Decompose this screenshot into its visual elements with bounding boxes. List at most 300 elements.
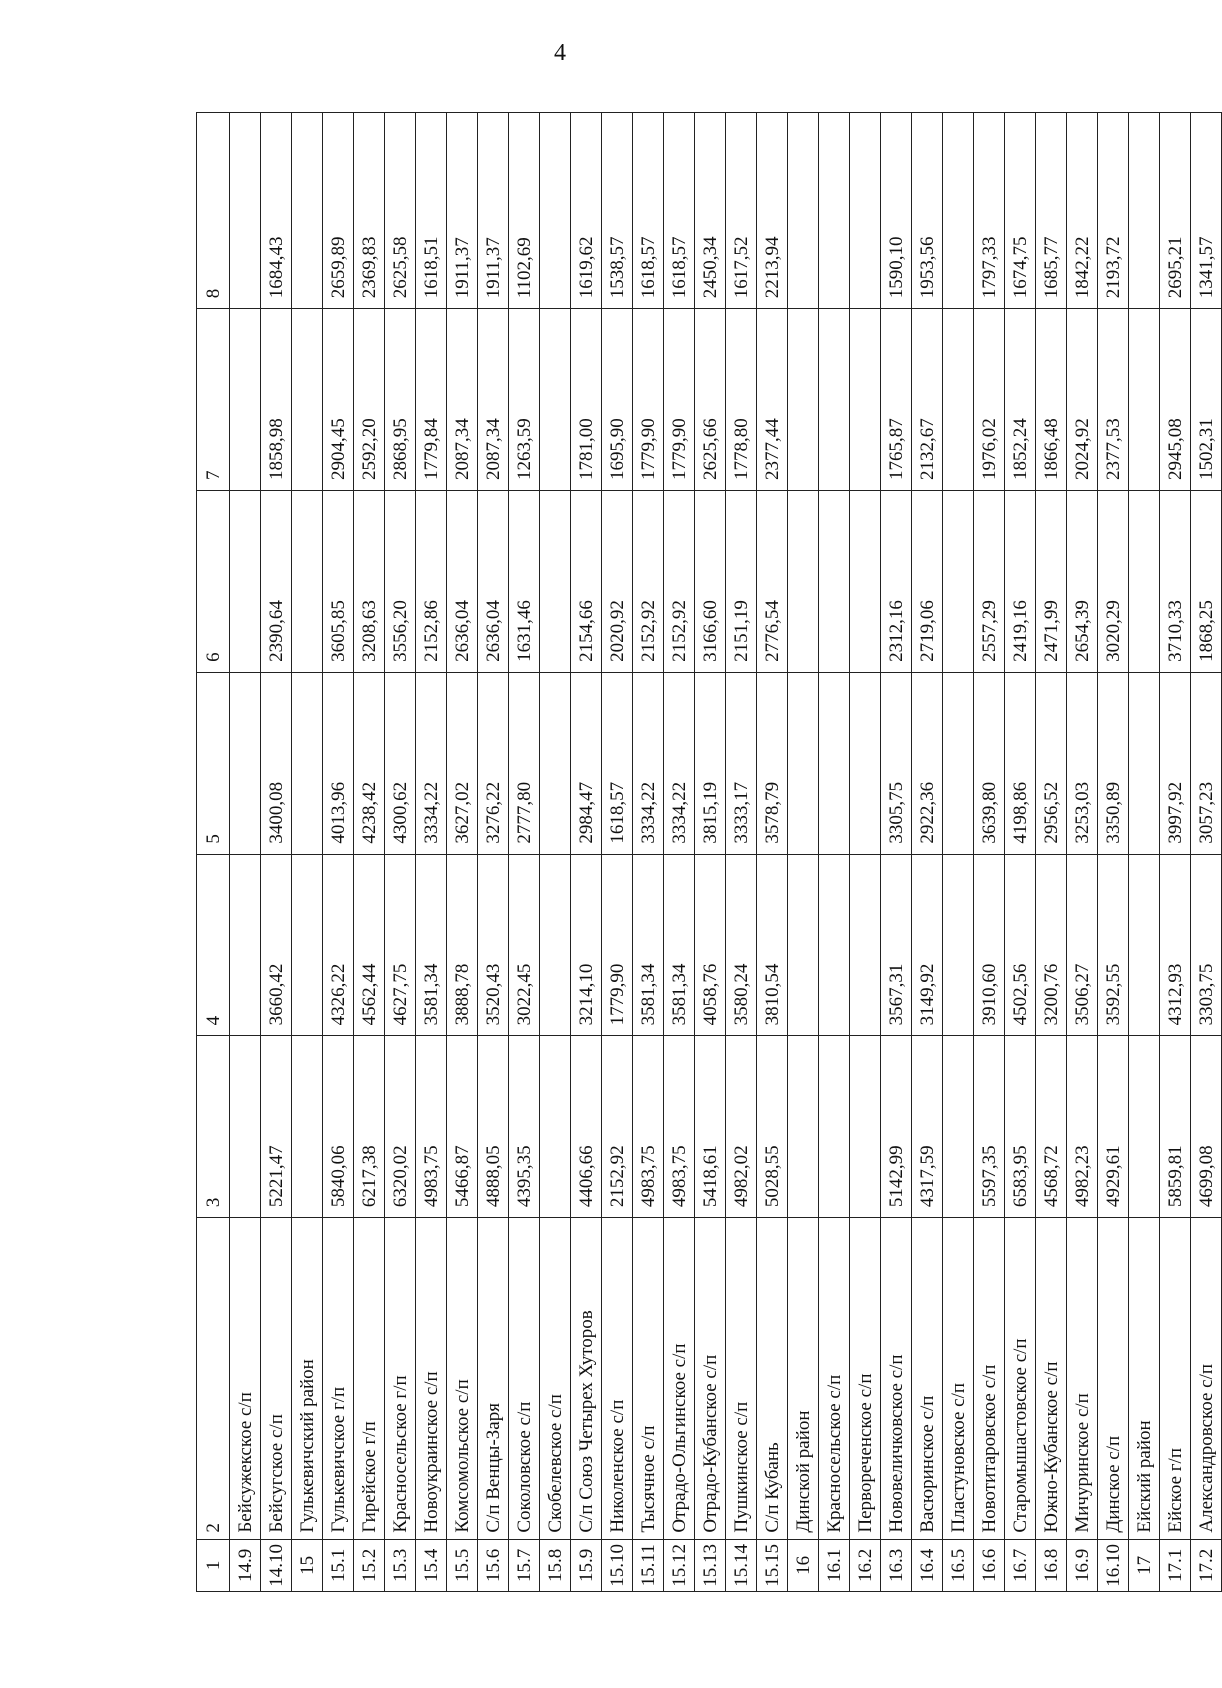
value-col-6	[230, 491, 261, 673]
value-col-6	[850, 491, 881, 673]
row-number: 14.9	[230, 1539, 261, 1591]
settlement-name: Ейский район	[1129, 1218, 1160, 1539]
value-col-8: 1102,69	[509, 113, 540, 309]
row-number: 15.9	[571, 1539, 602, 1591]
value-col-4	[943, 854, 974, 1036]
row-number: 14.10	[261, 1539, 292, 1591]
value-col-8: 2450,34	[695, 113, 726, 309]
value-col-4	[819, 854, 850, 1036]
value-col-8: 1617,52	[726, 113, 757, 309]
value-col-6: 2152,86	[416, 491, 447, 673]
table-row	[1129, 113, 1160, 1592]
header-row	[197, 113, 230, 1592]
value-col-5: 3997,92	[1160, 672, 1191, 854]
table-row	[509, 113, 540, 1592]
value-col-8: 2625,58	[385, 113, 416, 309]
settlement-name: С/п Венцы-Заря	[478, 1218, 509, 1539]
row-number: 16.3	[881, 1539, 912, 1591]
settlement-name: Мичуринское с/п	[1067, 1218, 1098, 1539]
value-col-6: 2020,92	[602, 491, 633, 673]
value-col-5: 2922,36	[912, 672, 943, 854]
value-col-3: 5466,87	[447, 1036, 478, 1218]
value-col-3: 5221,47	[261, 1036, 292, 1218]
value-col-3: 6583,95	[1005, 1036, 1036, 1218]
value-col-6: 2152,92	[633, 491, 664, 673]
row-number: 15.4	[416, 1539, 447, 1591]
value-col-4: 3581,34	[416, 854, 447, 1036]
value-col-3	[230, 1036, 261, 1218]
value-col-6	[1129, 491, 1160, 673]
value-col-4: 4058,76	[695, 854, 726, 1036]
row-number: 17.1	[1160, 1539, 1191, 1591]
value-col-3: 2152,92	[602, 1036, 633, 1218]
value-col-8: 1618,57	[633, 113, 664, 309]
value-col-4	[1129, 854, 1160, 1036]
value-col-5: 3305,75	[881, 672, 912, 854]
value-col-8: 1797,33	[974, 113, 1005, 309]
table-row	[695, 113, 726, 1592]
value-col-6	[788, 491, 819, 673]
value-col-8	[819, 113, 850, 309]
settlement-name: Соколовское с/п	[509, 1218, 540, 1539]
value-col-6: 2419,16	[1005, 491, 1036, 673]
value-col-7	[230, 309, 261, 491]
value-col-6: 2654,39	[1067, 491, 1098, 673]
value-col-3	[540, 1036, 571, 1218]
value-col-5: 3627,02	[447, 672, 478, 854]
value-col-4: 4627,75	[385, 854, 416, 1036]
settlement-name: Гулькевичское г/п	[323, 1218, 354, 1539]
value-col-4: 4502,56	[1005, 854, 1036, 1036]
value-col-7: 1781,00	[571, 309, 602, 491]
value-col-3: 4406,66	[571, 1036, 602, 1218]
table-row	[664, 113, 695, 1592]
header-col-4: 4	[197, 854, 230, 1036]
header-col-7: 7	[197, 309, 230, 491]
value-col-4: 3520,43	[478, 854, 509, 1036]
value-col-6: 3020,29	[1098, 491, 1129, 673]
row-number: 16.8	[1036, 1539, 1067, 1591]
row-number: 15.11	[633, 1539, 664, 1591]
value-col-3: 4888,05	[478, 1036, 509, 1218]
value-col-6: 2312,16	[881, 491, 912, 673]
value-col-8: 1538,57	[602, 113, 633, 309]
value-col-8	[943, 113, 974, 309]
settlement-name: Александровское с/п	[1191, 1218, 1222, 1539]
value-col-5: 3334,22	[664, 672, 695, 854]
value-col-4	[850, 854, 881, 1036]
value-col-4	[292, 854, 323, 1036]
table-row	[788, 113, 819, 1592]
settlement-name: Скобелевское с/п	[540, 1218, 571, 1539]
table-row	[230, 113, 261, 1592]
value-col-4: 4312,93	[1160, 854, 1191, 1036]
value-col-3: 5597,35	[974, 1036, 1005, 1218]
value-col-7: 1502,31	[1191, 309, 1222, 491]
value-col-3	[788, 1036, 819, 1218]
row-number: 15.14	[726, 1539, 757, 1591]
value-col-3: 4568,72	[1036, 1036, 1067, 1218]
value-col-5	[819, 672, 850, 854]
settlement-name: Пластуновское с/п	[943, 1218, 974, 1539]
settlement-name: Динской район	[788, 1218, 819, 1539]
value-col-6: 1631,46	[509, 491, 540, 673]
row-number: 16.7	[1005, 1539, 1036, 1591]
value-col-6	[819, 491, 850, 673]
value-col-8: 1618,51	[416, 113, 447, 309]
row-number: 15.10	[602, 1539, 633, 1591]
value-col-8	[540, 113, 571, 309]
table-row	[757, 113, 788, 1592]
settlement-name: Пушкинское с/п	[726, 1218, 757, 1539]
value-col-5: 3815,19	[695, 672, 726, 854]
value-col-4: 1779,90	[602, 854, 633, 1036]
value-col-6	[943, 491, 974, 673]
value-col-7: 2087,34	[478, 309, 509, 491]
value-col-6: 3556,20	[385, 491, 416, 673]
table-row	[571, 113, 602, 1592]
value-col-7: 2087,34	[447, 309, 478, 491]
value-col-4: 3660,42	[261, 854, 292, 1036]
settlement-name: Комсомольское с/п	[447, 1218, 478, 1539]
value-col-7: 2904,45	[323, 309, 354, 491]
tariff-table	[196, 112, 1222, 1592]
value-col-6: 2154,66	[571, 491, 602, 673]
value-col-5	[850, 672, 881, 854]
row-number: 15.7	[509, 1539, 540, 1591]
table-row	[850, 113, 881, 1592]
value-col-6: 3710,33	[1160, 491, 1191, 673]
value-col-5: 4300,62	[385, 672, 416, 854]
table-row	[633, 113, 664, 1592]
value-col-5: 3639,80	[974, 672, 1005, 854]
value-col-4: 3810,54	[757, 854, 788, 1036]
value-col-6: 2557,29	[974, 491, 1005, 673]
value-col-7: 2377,53	[1098, 309, 1129, 491]
row-number: 15.15	[757, 1539, 788, 1591]
value-col-4: 3567,31	[881, 854, 912, 1036]
settlement-name: Динское с/п	[1098, 1218, 1129, 1539]
settlement-name: Старомышастовское с/п	[1005, 1218, 1036, 1539]
value-col-7: 2592,20	[354, 309, 385, 491]
settlement-name: Новотитаровское с/п	[974, 1218, 1005, 1539]
value-col-3: 5028,55	[757, 1036, 788, 1218]
value-col-3: 5142,99	[881, 1036, 912, 1218]
value-col-3: 5840,06	[323, 1036, 354, 1218]
value-col-6	[540, 491, 571, 673]
row-number: 15.3	[385, 1539, 416, 1591]
value-col-4: 4326,22	[323, 854, 354, 1036]
value-col-7: 2132,67	[912, 309, 943, 491]
table-header	[197, 113, 230, 1592]
page-number: 4	[554, 40, 566, 66]
value-col-5: 3276,22	[478, 672, 509, 854]
value-col-4: 3580,24	[726, 854, 757, 1036]
value-col-7: 2024,92	[1067, 309, 1098, 491]
value-col-4: 3581,34	[664, 854, 695, 1036]
value-col-7	[540, 309, 571, 491]
value-col-3: 4929,61	[1098, 1036, 1129, 1218]
row-number: 16.4	[912, 1539, 943, 1591]
settlement-name: Новоукраинское с/п	[416, 1218, 447, 1539]
settlement-name: Нововеличковское с/п	[881, 1218, 912, 1539]
value-col-4: 3022,45	[509, 854, 540, 1036]
value-col-8: 1684,43	[261, 113, 292, 309]
table-row	[1160, 113, 1191, 1592]
value-col-7: 1779,90	[633, 309, 664, 491]
value-col-5	[292, 672, 323, 854]
row-number: 15.13	[695, 1539, 726, 1591]
value-col-5: 3578,79	[757, 672, 788, 854]
value-col-4: 3200,76	[1036, 854, 1067, 1036]
header-col-8: 8	[197, 113, 230, 309]
row-number: 15.2	[354, 1539, 385, 1591]
row-number: 16.9	[1067, 1539, 1098, 1591]
settlement-name: С/п Кубань	[757, 1218, 788, 1539]
value-col-8: 2369,83	[354, 113, 385, 309]
value-col-8: 1911,37	[478, 113, 509, 309]
value-col-8: 1842,22	[1067, 113, 1098, 309]
table-row	[974, 113, 1005, 1592]
value-col-3: 5418,61	[695, 1036, 726, 1218]
table-body	[230, 113, 1222, 1592]
value-col-4: 3592,55	[1098, 854, 1129, 1036]
rotated-table-area	[196, 112, 1217, 1592]
value-col-3: 4699,08	[1191, 1036, 1222, 1218]
value-col-8	[788, 113, 819, 309]
row-number: 16.1	[819, 1539, 850, 1591]
row-number: 16.6	[974, 1539, 1005, 1591]
value-col-6: 2636,04	[447, 491, 478, 673]
value-col-5: 4238,42	[354, 672, 385, 854]
value-col-5: 4198,86	[1005, 672, 1036, 854]
value-col-3: 4395,35	[509, 1036, 540, 1218]
value-col-5	[943, 672, 974, 854]
row-number: 16.5	[943, 1539, 974, 1591]
value-col-4: 3581,34	[633, 854, 664, 1036]
settlement-name: Красносельское г/п	[385, 1218, 416, 1539]
value-col-3: 4317,59	[912, 1036, 943, 1218]
value-col-7: 1852,24	[1005, 309, 1036, 491]
value-col-6: 2776,54	[757, 491, 788, 673]
table-row	[292, 113, 323, 1592]
value-col-8: 2659,89	[323, 113, 354, 309]
value-col-4: 4562,44	[354, 854, 385, 1036]
value-col-4: 3303,75	[1191, 854, 1222, 1036]
header-col-3: 3	[197, 1036, 230, 1218]
value-col-7: 2377,44	[757, 309, 788, 491]
value-col-7: 2868,95	[385, 309, 416, 491]
value-col-3: 4983,75	[416, 1036, 447, 1218]
settlement-name: Первореченское с/п	[850, 1218, 881, 1539]
value-col-8	[230, 113, 261, 309]
table-row	[354, 113, 385, 1592]
value-col-8: 1618,57	[664, 113, 695, 309]
value-col-8: 1590,10	[881, 113, 912, 309]
value-col-7: 1976,02	[974, 309, 1005, 491]
row-number: 16	[788, 1539, 819, 1591]
value-col-8: 1341,57	[1191, 113, 1222, 309]
header-col-1: 1	[197, 1539, 230, 1591]
settlement-name: Тысячное с/п	[633, 1218, 664, 1539]
row-number: 17.2	[1191, 1539, 1222, 1591]
settlement-name: Красносельское с/п	[819, 1218, 850, 1539]
table-row	[416, 113, 447, 1592]
settlement-name: Отрадо-Кубанское с/п	[695, 1218, 726, 1539]
value-col-3	[819, 1036, 850, 1218]
value-col-6: 2636,04	[478, 491, 509, 673]
value-col-8: 2213,94	[757, 113, 788, 309]
table-wrapper	[196, 112, 1217, 1592]
value-col-7: 1695,90	[602, 309, 633, 491]
value-col-7: 1778,80	[726, 309, 757, 491]
value-col-8: 1619,62	[571, 113, 602, 309]
settlement-name: Васюринское с/п	[912, 1218, 943, 1539]
value-col-7: 1858,98	[261, 309, 292, 491]
value-col-5: 3400,08	[261, 672, 292, 854]
value-col-4: 3506,27	[1067, 854, 1098, 1036]
table-row	[1005, 113, 1036, 1592]
settlement-name: Бейсугское с/п	[261, 1218, 292, 1539]
value-col-5: 3334,22	[416, 672, 447, 854]
row-number: 15.8	[540, 1539, 571, 1591]
value-col-8: 1685,77	[1036, 113, 1067, 309]
header-col-2: 2	[197, 1218, 230, 1539]
table-row	[726, 113, 757, 1592]
value-col-7	[819, 309, 850, 491]
header-col-6: 6	[197, 491, 230, 673]
value-col-7: 1765,87	[881, 309, 912, 491]
value-col-5: 3350,89	[1098, 672, 1129, 854]
value-col-5: 3333,17	[726, 672, 757, 854]
value-col-3: 4982,02	[726, 1036, 757, 1218]
row-number: 16.2	[850, 1539, 881, 1591]
settlement-name: Бейсужекское с/п	[230, 1218, 261, 1539]
value-col-5: 3334,22	[633, 672, 664, 854]
value-col-4	[230, 854, 261, 1036]
value-col-6: 2390,64	[261, 491, 292, 673]
row-number: 16.10	[1098, 1539, 1129, 1591]
table-row	[819, 113, 850, 1592]
value-col-6: 1868,25	[1191, 491, 1222, 673]
value-col-5: 4013,96	[323, 672, 354, 854]
value-col-7	[292, 309, 323, 491]
value-col-3	[292, 1036, 323, 1218]
value-col-3: 4983,75	[633, 1036, 664, 1218]
row-number: 15.1	[323, 1539, 354, 1591]
value-col-5: 2984,47	[571, 672, 602, 854]
value-col-8: 1911,37	[447, 113, 478, 309]
table-row	[881, 113, 912, 1592]
value-col-4: 3149,92	[912, 854, 943, 1036]
value-col-7	[850, 309, 881, 491]
value-col-5: 3253,03	[1067, 672, 1098, 854]
value-col-3	[850, 1036, 881, 1218]
header-col-5: 5	[197, 672, 230, 854]
value-col-8: 1953,56	[912, 113, 943, 309]
value-col-7: 1263,59	[509, 309, 540, 491]
table-row	[261, 113, 292, 1592]
table-row	[540, 113, 571, 1592]
table-row	[602, 113, 633, 1592]
value-col-6: 3166,60	[695, 491, 726, 673]
value-col-3: 6217,38	[354, 1036, 385, 1218]
value-col-7: 1866,48	[1036, 309, 1067, 491]
table-row	[1067, 113, 1098, 1592]
table-row	[447, 113, 478, 1592]
value-col-7	[943, 309, 974, 491]
settlement-name: Гирейское г/п	[354, 1218, 385, 1539]
row-number: 15.6	[478, 1539, 509, 1591]
settlement-name: С/п Союз Четырех Хуторов	[571, 1218, 602, 1539]
value-col-6: 3605,85	[323, 491, 354, 673]
value-col-7	[788, 309, 819, 491]
value-col-5	[540, 672, 571, 854]
value-col-3: 5859,81	[1160, 1036, 1191, 1218]
value-col-7: 1779,90	[664, 309, 695, 491]
row-number: 15.5	[447, 1539, 478, 1591]
value-col-8: 2193,72	[1098, 113, 1129, 309]
value-col-8	[850, 113, 881, 309]
value-col-5: 1618,57	[602, 672, 633, 854]
settlement-name: Николенское с/п	[602, 1218, 633, 1539]
value-col-5: 2777,80	[509, 672, 540, 854]
table-row	[1036, 113, 1067, 1592]
row-number: 17	[1129, 1539, 1160, 1591]
table-row	[943, 113, 974, 1592]
value-col-6	[292, 491, 323, 673]
value-col-3: 6320,02	[385, 1036, 416, 1218]
table-row	[1098, 113, 1129, 1592]
table-row	[1191, 113, 1222, 1592]
value-col-5: 2956,52	[1036, 672, 1067, 854]
settlement-name: Южно-Кубанское с/п	[1036, 1218, 1067, 1539]
value-col-4	[540, 854, 571, 1036]
value-col-3: 4983,75	[664, 1036, 695, 1218]
value-col-4: 3214,10	[571, 854, 602, 1036]
table-row	[385, 113, 416, 1592]
value-col-5	[1129, 672, 1160, 854]
value-col-8: 2695,21	[1160, 113, 1191, 309]
value-col-5	[230, 672, 261, 854]
value-col-7: 2625,66	[695, 309, 726, 491]
table-row	[912, 113, 943, 1592]
settlement-name: Отрадо-Ольгинское с/п	[664, 1218, 695, 1539]
value-col-6: 2151,19	[726, 491, 757, 673]
value-col-3: 4982,23	[1067, 1036, 1098, 1218]
table-row	[478, 113, 509, 1592]
table-row	[323, 113, 354, 1592]
value-col-5: 3057,23	[1191, 672, 1222, 854]
row-number: 15.12	[664, 1539, 695, 1591]
value-col-4: 3910,60	[974, 854, 1005, 1036]
row-number: 15	[292, 1539, 323, 1591]
value-col-3	[1129, 1036, 1160, 1218]
value-col-6: 3208,63	[354, 491, 385, 673]
value-col-7: 2945,08	[1160, 309, 1191, 491]
value-col-3	[943, 1036, 974, 1218]
value-col-4: 3888,78	[447, 854, 478, 1036]
value-col-7: 1779,84	[416, 309, 447, 491]
settlement-name: Гулькевичский район	[292, 1218, 323, 1539]
value-col-7	[1129, 309, 1160, 491]
value-col-6: 2471,99	[1036, 491, 1067, 673]
value-col-6: 2152,92	[664, 491, 695, 673]
value-col-8	[1129, 113, 1160, 309]
value-col-5	[788, 672, 819, 854]
value-col-8	[292, 113, 323, 309]
value-col-8: 1674,75	[1005, 113, 1036, 309]
